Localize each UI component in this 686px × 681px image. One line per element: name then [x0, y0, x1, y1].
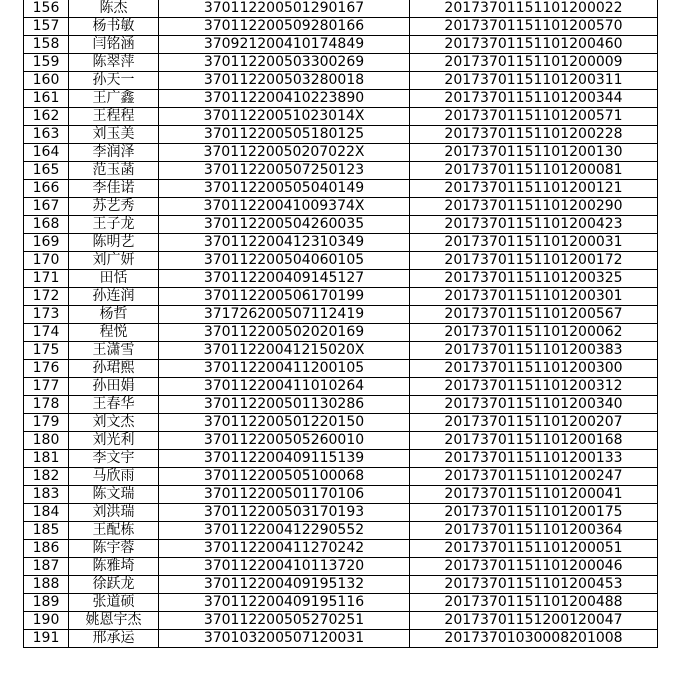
id-card-number-cell: 370112200501220150 [159, 414, 410, 432]
id-card-number-cell: 370112200410113720 [159, 558, 410, 576]
row-number-cell: 167 [24, 198, 69, 216]
table-row [24, 558, 658, 576]
id-card-number-cell: 370112200503280018 [159, 72, 410, 90]
id-card-number-cell: 370112200501130286 [159, 396, 410, 414]
id-card-number-cell: 370112200505270251 [159, 612, 410, 630]
registration-number-cell: 20173701151101200228 [410, 126, 658, 144]
row-number-cell: 174 [24, 324, 69, 342]
registration-number-cell: 20173701151101200022 [410, 0, 658, 18]
student-name-cell: 王广鑫 [69, 90, 159, 108]
student-name-cell: 陈杰 [69, 0, 159, 18]
row-number-cell: 165 [24, 162, 69, 180]
student-name-cell: 王子龙 [69, 216, 159, 234]
student-name-cell: 陈翠萍 [69, 54, 159, 72]
registration-number-cell: 20173701151101200460 [410, 36, 658, 54]
table-row [24, 486, 658, 504]
table-row [24, 0, 658, 18]
table-row [24, 468, 658, 486]
student-name-cell: 刘玉美 [69, 126, 159, 144]
student-name-cell: 陈宇蓉 [69, 540, 159, 558]
row-number-cell: 168 [24, 216, 69, 234]
student-name-cell: 程悦 [69, 324, 159, 342]
row-number-cell: 161 [24, 90, 69, 108]
table-row [24, 90, 658, 108]
table-row [24, 504, 658, 522]
row-number-cell: 166 [24, 180, 69, 198]
table-row [24, 216, 658, 234]
table-row [24, 414, 658, 432]
table-row [24, 540, 658, 558]
table-row [24, 306, 658, 324]
id-card-number-cell: 370103200507120031 [159, 630, 410, 648]
row-number-cell: 183 [24, 486, 69, 504]
registration-number-cell: 20173701151101200290 [410, 198, 658, 216]
id-card-number-cell: 370112200505180125 [159, 126, 410, 144]
table-row [24, 630, 658, 648]
student-name-cell: 陈雅埼 [69, 558, 159, 576]
table-row [24, 288, 658, 306]
row-number-cell: 178 [24, 396, 69, 414]
student-roster-sheet [23, 0, 658, 648]
registration-number-cell: 20173701151101200121 [410, 180, 658, 198]
student-name-cell: 徐跃龙 [69, 576, 159, 594]
id-card-number-cell: 370112200507250123 [159, 162, 410, 180]
registration-number-cell: 20173701151101200300 [410, 360, 658, 378]
row-number-cell: 162 [24, 108, 69, 126]
table-row [24, 234, 658, 252]
table-row [24, 594, 658, 612]
table-row [24, 324, 658, 342]
id-card-number-cell: 370112200506170199 [159, 288, 410, 306]
student-name-cell: 李文宇 [69, 450, 159, 468]
registration-number-cell: 20173701151101200571 [410, 108, 658, 126]
registration-number-cell: 20173701151101200207 [410, 414, 658, 432]
row-number-cell: 160 [24, 72, 69, 90]
row-number-cell: 175 [24, 342, 69, 360]
student-name-cell: 王春华 [69, 396, 159, 414]
student-name-cell: 闫铭涵 [69, 36, 159, 54]
id-card-number-cell: 370112200502020169 [159, 324, 410, 342]
registration-number-cell: 20173701151101200172 [410, 252, 658, 270]
id-card-number-cell: 370112200412310349 [159, 234, 410, 252]
id-card-number-cell: 370112200503170193 [159, 504, 410, 522]
student-name-cell: 范玉菡 [69, 162, 159, 180]
id-card-number-cell: 370112200409115139 [159, 450, 410, 468]
row-number-cell: 184 [24, 504, 69, 522]
student-name-cell: 孙珺熙 [69, 360, 159, 378]
registration-number-cell: 20173701151101200570 [410, 18, 658, 36]
id-card-number-cell: 370112200501290167 [159, 0, 410, 18]
registration-number-cell: 20173701151101200041 [410, 486, 658, 504]
row-number-cell: 156 [24, 0, 69, 18]
registration-number-cell: 20173701151101200130 [410, 144, 658, 162]
student-table [23, 0, 658, 648]
registration-number-cell: 20173701151101200383 [410, 342, 658, 360]
registration-number-cell: 20173701151101200423 [410, 216, 658, 234]
registration-number-cell: 20173701151101200340 [410, 396, 658, 414]
row-number-cell: 163 [24, 126, 69, 144]
row-number-cell: 173 [24, 306, 69, 324]
id-card-number-cell: 370112200504060105 [159, 252, 410, 270]
student-name-cell: 姚恩宇杰 [69, 612, 159, 630]
table-row [24, 612, 658, 630]
id-card-number-cell: 370112200409195132 [159, 576, 410, 594]
table-row [24, 126, 658, 144]
id-card-number-cell: 370112200509280166 [159, 18, 410, 36]
row-number-cell: 164 [24, 144, 69, 162]
id-card-number-cell: 370112200409145127 [159, 270, 410, 288]
student-name-cell: 王潇雪 [69, 342, 159, 360]
student-name-cell: 陈明艺 [69, 234, 159, 252]
row-number-cell: 171 [24, 270, 69, 288]
row-number-cell: 177 [24, 378, 69, 396]
id-card-number-cell: 370112200410223890 [159, 90, 410, 108]
id-card-number-cell: 370112200505260010 [159, 432, 410, 450]
student-name-cell: 刘洪瑞 [69, 504, 159, 522]
student-name-cell: 刘文杰 [69, 414, 159, 432]
student-name-cell: 杨哲 [69, 306, 159, 324]
id-card-number-cell: 370112200412290552 [159, 522, 410, 540]
table-row [24, 180, 658, 198]
table-row [24, 378, 658, 396]
registration-number-cell: 20173701151101200051 [410, 540, 658, 558]
student-name-cell: 苏艺秀 [69, 198, 159, 216]
id-card-number-cell: 37011220041009374X [159, 198, 410, 216]
table-row [24, 18, 658, 36]
registration-number-cell: 20173701151101200311 [410, 72, 658, 90]
table-row [24, 450, 658, 468]
registration-number-cell: 20173701151101200301 [410, 288, 658, 306]
student-table-body [24, 0, 658, 648]
registration-number-cell: 20173701151101200133 [410, 450, 658, 468]
student-name-cell: 王配栋 [69, 522, 159, 540]
table-row [24, 36, 658, 54]
row-number-cell: 179 [24, 414, 69, 432]
row-number-cell: 169 [24, 234, 69, 252]
id-card-number-cell: 37011220051023014X [159, 108, 410, 126]
row-number-cell: 182 [24, 468, 69, 486]
student-name-cell: 马欣雨 [69, 468, 159, 486]
student-name-cell: 陈文瑞 [69, 486, 159, 504]
registration-number-cell: 20173701151101200081 [410, 162, 658, 180]
student-name-cell: 刘光利 [69, 432, 159, 450]
row-number-cell: 190 [24, 612, 69, 630]
row-number-cell: 181 [24, 450, 69, 468]
registration-number-cell: 20173701151101200344 [410, 90, 658, 108]
row-number-cell: 186 [24, 540, 69, 558]
row-number-cell: 189 [24, 594, 69, 612]
student-name-cell: 李润泽 [69, 144, 159, 162]
student-name-cell: 杨书敏 [69, 18, 159, 36]
id-card-number-cell: 370112200411010264 [159, 378, 410, 396]
row-number-cell: 176 [24, 360, 69, 378]
student-name-cell: 孙天一 [69, 72, 159, 90]
table-row [24, 162, 658, 180]
id-card-number-cell: 370921200410174849 [159, 36, 410, 54]
student-name-cell: 王程程 [69, 108, 159, 126]
student-name-cell: 刘广妍 [69, 252, 159, 270]
row-number-cell: 180 [24, 432, 69, 450]
table-row [24, 360, 658, 378]
registration-number-cell: 20173701151101200062 [410, 324, 658, 342]
row-number-cell: 185 [24, 522, 69, 540]
row-number-cell: 191 [24, 630, 69, 648]
registration-number-cell: 20173701151101200175 [410, 504, 658, 522]
table-row [24, 108, 658, 126]
registration-number-cell: 20173701151101200031 [410, 234, 658, 252]
table-row [24, 252, 658, 270]
table-row [24, 576, 658, 594]
id-card-number-cell: 370112200505100068 [159, 468, 410, 486]
registration-number-cell: 20173701151101200325 [410, 270, 658, 288]
id-card-number-cell: 370112200501170106 [159, 486, 410, 504]
row-number-cell: 157 [24, 18, 69, 36]
row-number-cell: 170 [24, 252, 69, 270]
table-row [24, 432, 658, 450]
student-name-cell: 孙田娟 [69, 378, 159, 396]
id-card-number-cell: 370112200409195116 [159, 594, 410, 612]
registration-number-cell: 20173701151101200364 [410, 522, 658, 540]
registration-number-cell: 20173701030008201008 [410, 630, 658, 648]
student-name-cell: 孙连润 [69, 288, 159, 306]
student-name-cell: 李佳诺 [69, 180, 159, 198]
table-row [24, 342, 658, 360]
registration-number-cell: 20173701151101200247 [410, 468, 658, 486]
id-card-number-cell: 370112200504260035 [159, 216, 410, 234]
table-row [24, 396, 658, 414]
row-number-cell: 187 [24, 558, 69, 576]
registration-number-cell: 20173701151200120047 [410, 612, 658, 630]
registration-number-cell: 20173701151101200009 [410, 54, 658, 72]
registration-number-cell: 20173701151101200453 [410, 576, 658, 594]
student-name-cell: 田恬 [69, 270, 159, 288]
row-number-cell: 159 [24, 54, 69, 72]
row-number-cell: 158 [24, 36, 69, 54]
student-name-cell: 张道硕 [69, 594, 159, 612]
table-row [24, 270, 658, 288]
row-number-cell: 188 [24, 576, 69, 594]
registration-number-cell: 20173701151101200046 [410, 558, 658, 576]
id-card-number-cell: 371726200507112419 [159, 306, 410, 324]
student-name-cell: 邢承运 [69, 630, 159, 648]
table-row [24, 198, 658, 216]
table-row [24, 54, 658, 72]
registration-number-cell: 20173701151101200488 [410, 594, 658, 612]
registration-number-cell: 20173701151101200312 [410, 378, 658, 396]
registration-number-cell: 20173701151101200567 [410, 306, 658, 324]
id-card-number-cell: 37011220050207022X [159, 144, 410, 162]
registration-number-cell: 20173701151101200168 [410, 432, 658, 450]
id-card-number-cell: 370112200505040149 [159, 180, 410, 198]
row-number-cell: 172 [24, 288, 69, 306]
id-card-number-cell: 370112200411200105 [159, 360, 410, 378]
id-card-number-cell: 370112200503300269 [159, 54, 410, 72]
table-row [24, 522, 658, 540]
id-card-number-cell: 37011220041215020X [159, 342, 410, 360]
id-card-number-cell: 370112200411270242 [159, 540, 410, 558]
table-row [24, 72, 658, 90]
table-row [24, 144, 658, 162]
